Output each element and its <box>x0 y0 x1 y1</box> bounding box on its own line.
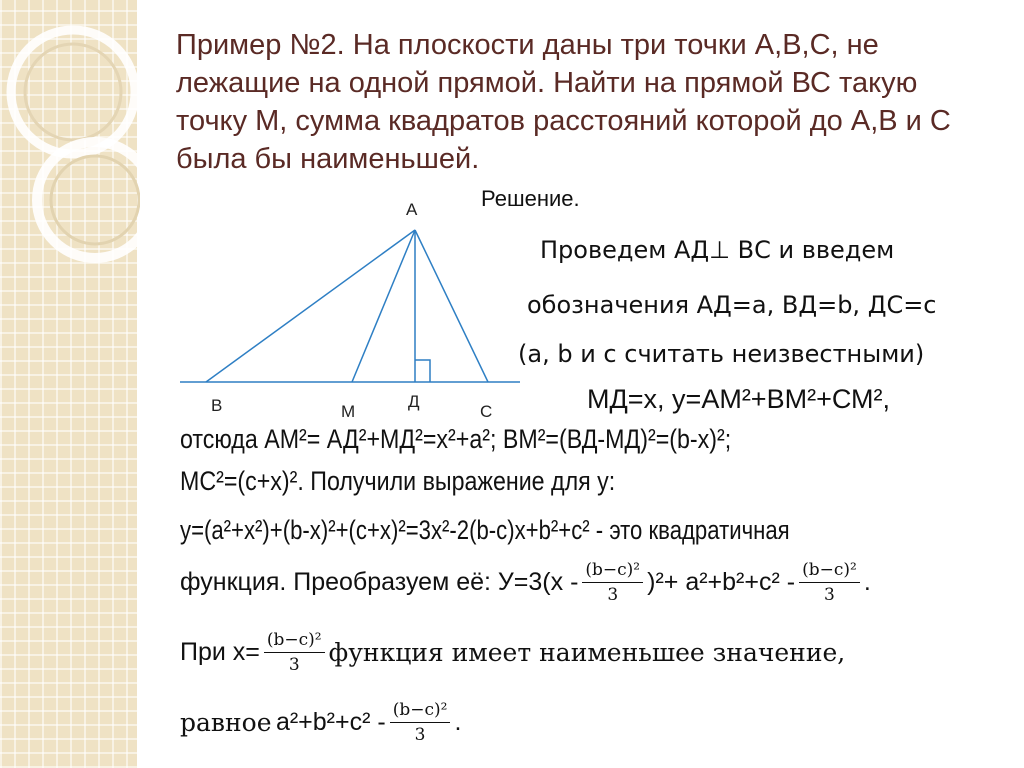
line9-suffix: функция имеет наименьшее значение, <box>328 638 846 667</box>
line8-suffix: . <box>863 568 871 596</box>
line10-prefix-serif: равное <box>180 708 272 737</box>
line8-middle: )²+ a²+b²+c² - <box>647 568 796 596</box>
solution-line-9 <box>180 628 845 677</box>
fraction-3 <box>264 628 325 677</box>
fraction-4-denominator: 3 <box>414 725 426 745</box>
solution-line-10 <box>180 698 461 747</box>
solution-line-5: отсюда АМ²= АД²+МД²=х²+а²; ВМ²=(ВД-МД)²=(b-x)²; <box>180 424 732 454</box>
fraction-1 <box>582 558 643 607</box>
fraction-1-numerator: (b−c)² <box>582 558 643 583</box>
line10-suffix: . <box>454 708 462 736</box>
solution-line-8 <box>180 558 871 607</box>
label-point-c: С <box>480 402 493 421</box>
fraction-2 <box>799 558 860 607</box>
solution-line-2: обозначения АД=а, ВД=b, ДС=с <box>527 291 937 319</box>
line9-prefix: При х= <box>180 638 260 666</box>
solution-line-6: MC²=(c+x)². Получили выражение для у: <box>180 466 616 496</box>
slide-title: Пример №2. На плоскости даны три точки А,В,С, не лежащие на одной прямой. Найти на прямой ВС такую точку М, сумма квадратов расстояний которой до А,В и С была бы наименьшей. <box>176 29 951 175</box>
solution-line-7: y=(a²+x²)+(b-x)²+(c+x)²=3x²-2(b-c)x+b²+c² - это квадратичная <box>180 515 790 545</box>
fraction-3-numerator: (b−c)² <box>264 628 325 653</box>
label-point-d: Д <box>408 392 420 411</box>
fraction-2-denominator: 3 <box>824 585 835 605</box>
fraction-2-numerator: (b−c)² <box>799 558 860 583</box>
solution-line-3: (а, b и с считать неизвестными) <box>518 340 925 368</box>
line10-prefix-sans: a²+b²+c² - <box>275 708 386 736</box>
line8-prefix: функция. Преобразуем её: У=3(х - <box>180 568 579 596</box>
fraction-3-denominator: 3 <box>288 655 300 675</box>
label-point-m: М <box>341 402 356 421</box>
solution-line-1: Проведем АД⊥ ВС и введем <box>540 236 895 264</box>
label-point-a: А <box>406 200 418 219</box>
solution-heading: Решение. <box>481 186 580 211</box>
fraction-4-numerator: (b−c)² <box>390 698 451 723</box>
segment-ac <box>415 230 488 382</box>
right-angle-mark <box>415 360 430 382</box>
fraction-1-denominator: 3 <box>607 585 619 605</box>
fraction-4 <box>390 698 451 747</box>
label-point-b: В <box>211 396 223 415</box>
solution-line-4: МД=х, у=АМ²+ВМ²+СМ², <box>587 384 891 414</box>
